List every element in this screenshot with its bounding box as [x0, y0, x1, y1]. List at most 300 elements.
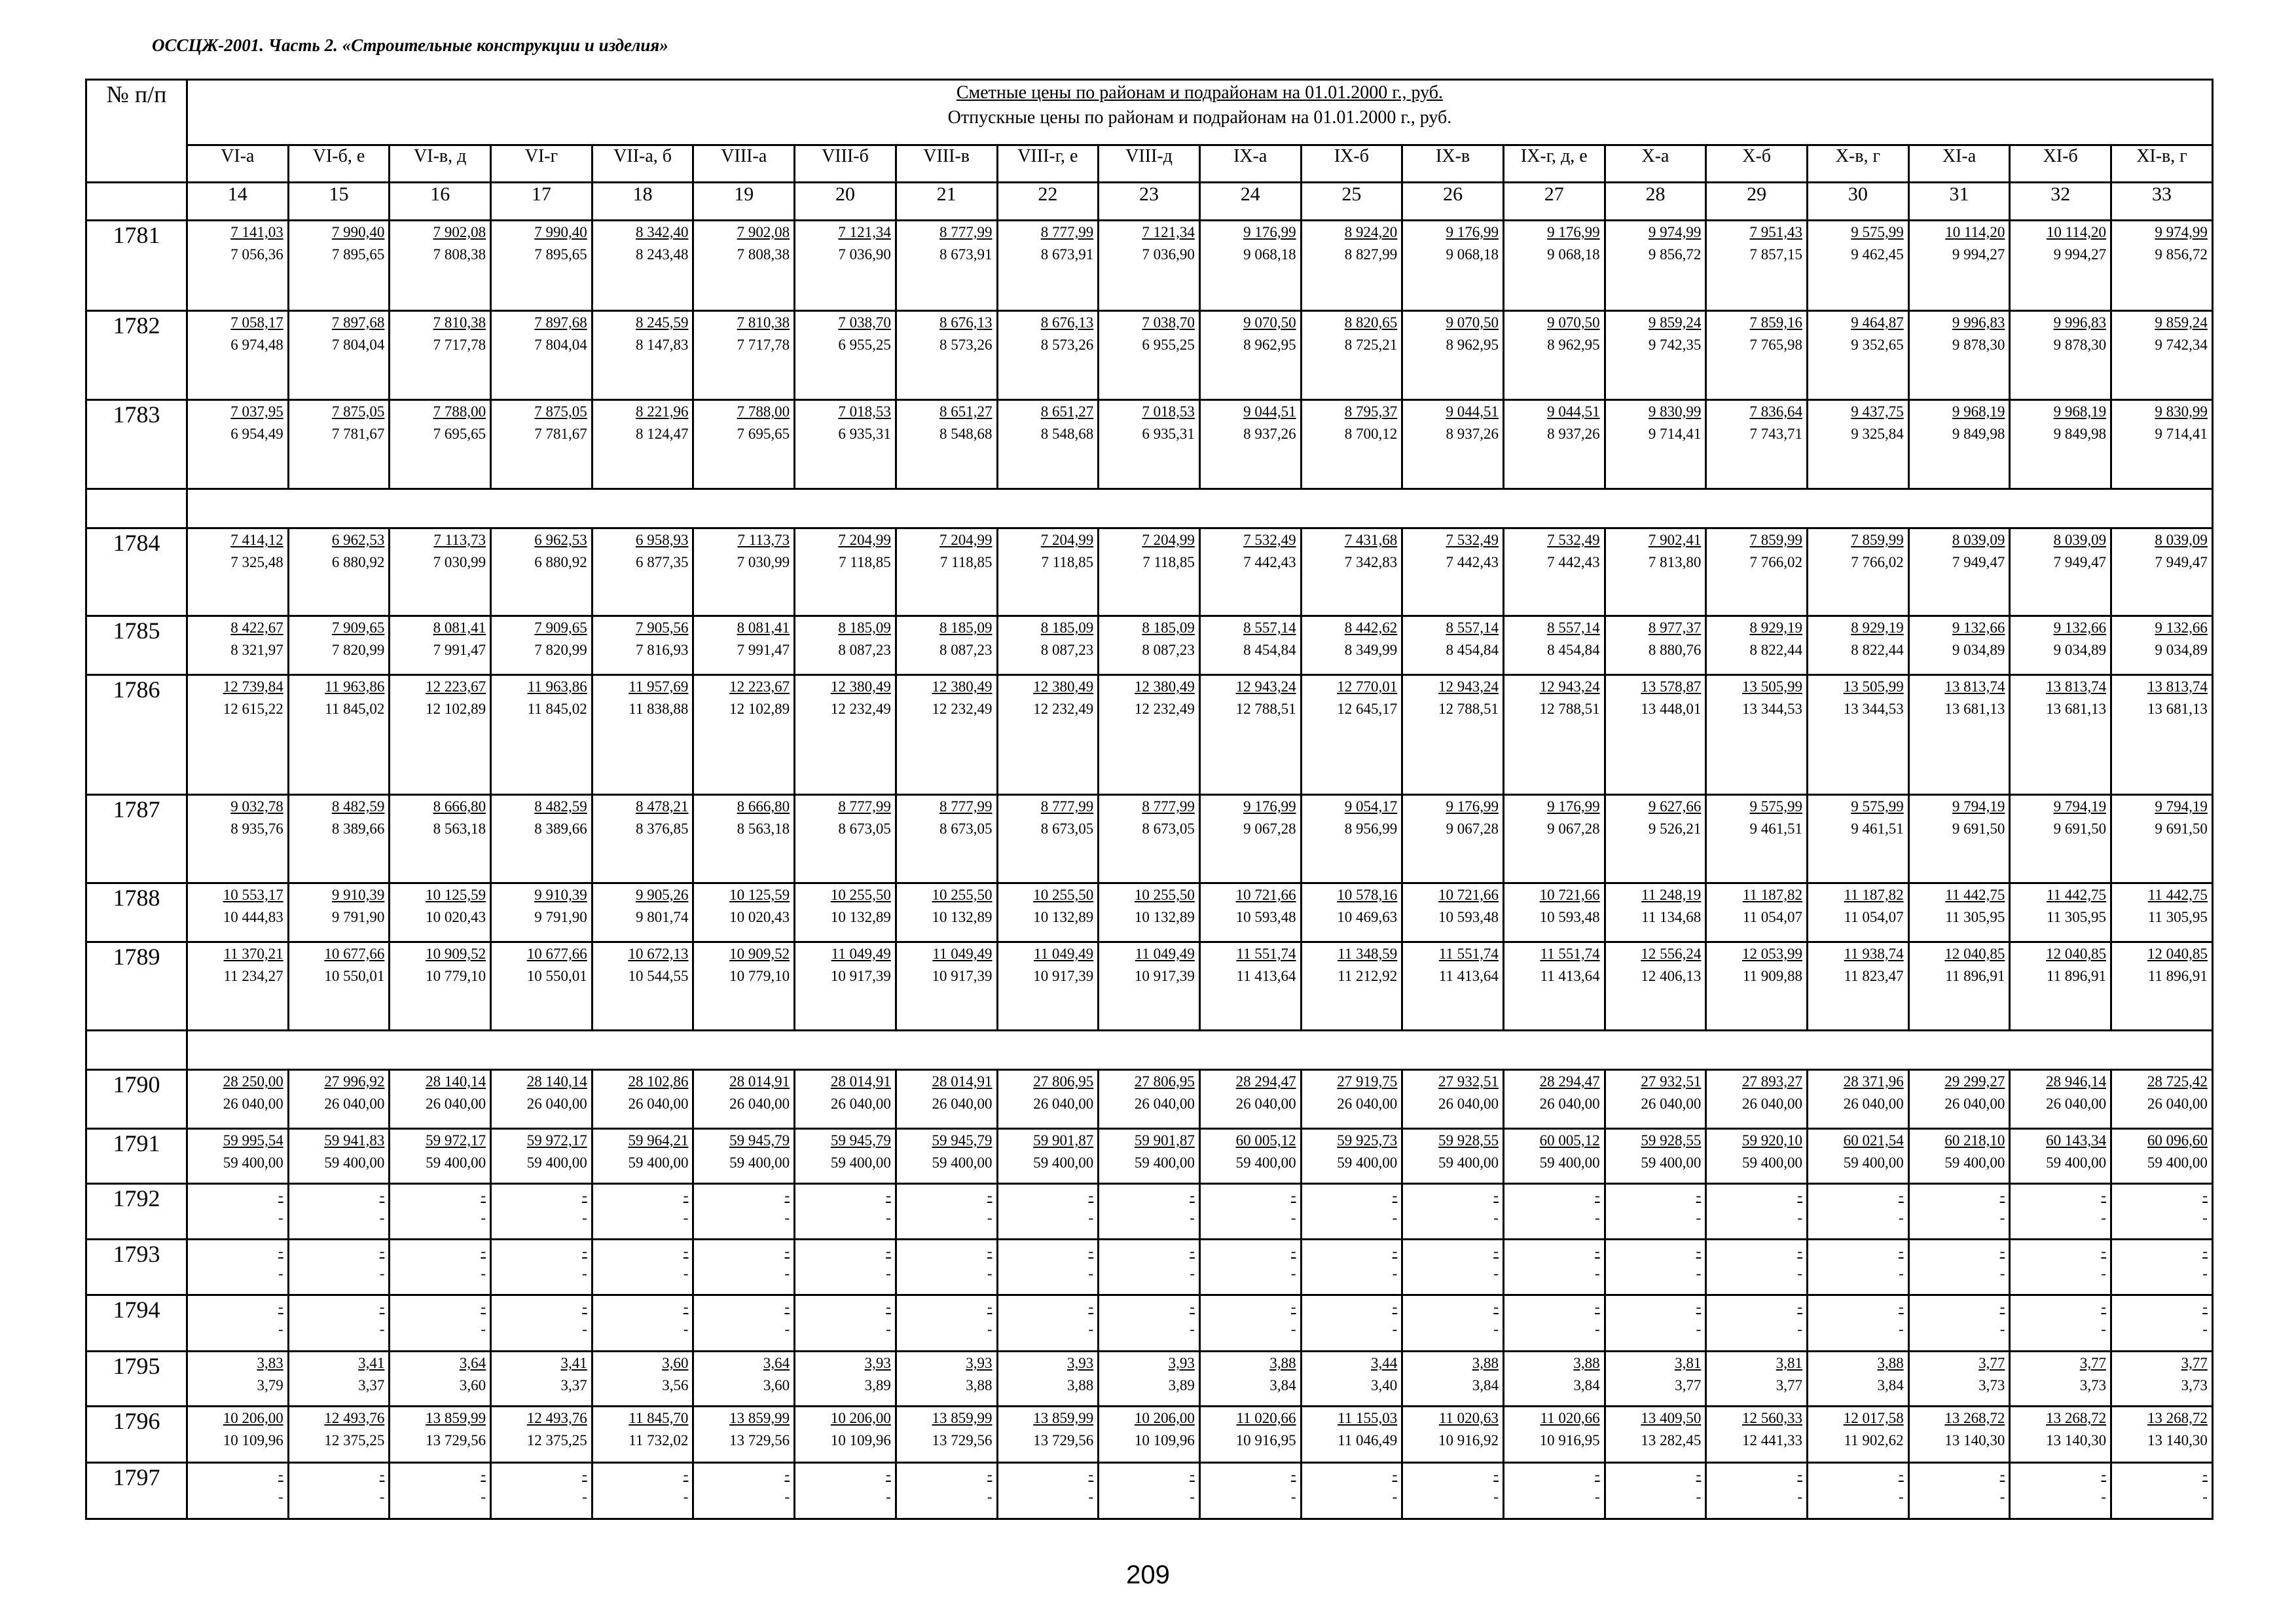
price-cell: [1301, 942, 1402, 1031]
price-cell: [1199, 942, 1301, 1031]
price-cell: [187, 1240, 289, 1295]
release-price: 59 400,00: [2147, 1154, 2208, 1171]
price-cell: [1908, 1295, 2010, 1352]
estimate-price: 27 996,92: [324, 1073, 385, 1090]
estimate-price: 59 945,79: [932, 1132, 993, 1149]
estimate-price: 7 859,99: [1851, 532, 1904, 548]
estimate-price: 10 721,66: [1438, 887, 1499, 903]
estimate-price: 9 176,99: [1446, 224, 1499, 240]
price-cell: [795, 1463, 896, 1519]
release-price: 59 400,00: [1235, 1154, 1296, 1171]
release-price: 10 916,95: [1235, 1432, 1296, 1449]
release-price: -: [1696, 1265, 1702, 1282]
price-cell: [896, 675, 997, 795]
column-number: 27: [1503, 183, 1605, 221]
price-cell: [1099, 221, 1200, 311]
release-price: -: [2202, 1321, 2208, 1337]
release-price: 7 118,85: [1041, 554, 1094, 570]
price-cell: [1301, 795, 1402, 883]
release-price: 9 801,74: [635, 909, 689, 925]
estimate-price: 11 049,49: [932, 946, 993, 962]
price-cell: [1706, 942, 1808, 1031]
release-price: 59 400,00: [426, 1154, 486, 1171]
estimate-price: -: [2101, 1299, 2107, 1315]
estimate-price: -: [481, 1299, 486, 1315]
release-price: 26 040,00: [1539, 1096, 1600, 1112]
release-price: -: [1899, 1321, 1904, 1337]
estimate-price: 28 725,42: [2147, 1073, 2208, 1090]
estimate-price: 60 005,12: [1235, 1132, 1296, 1149]
estimate-price: 7 897,68: [534, 314, 587, 331]
release-price: 7 808,38: [737, 246, 790, 263]
estimate-price: 8 777,99: [939, 224, 993, 240]
estimate-price: 3,81: [1776, 1355, 1802, 1371]
estimate-price: 9 830,99: [2155, 403, 2208, 420]
price-cell: [1099, 616, 1200, 675]
release-price: 7 991,47: [433, 642, 486, 658]
price-cell: [795, 1240, 896, 1295]
estimate-price: 3,88: [1573, 1355, 1600, 1371]
release-price: 3,89: [1168, 1377, 1195, 1393]
estimate-price: 9 575,99: [1851, 798, 1904, 815]
release-price: 59 400,00: [324, 1154, 385, 1171]
release-price: 59 400,00: [223, 1154, 283, 1171]
price-cell: [1503, 1463, 1605, 1519]
estimate-price: 8 245,59: [635, 314, 689, 331]
release-price: -: [886, 1209, 891, 1226]
price-cell: [187, 311, 289, 400]
estimate-price: 27 806,95: [1134, 1073, 1195, 1090]
release-price: 7 895,65: [331, 246, 385, 263]
price-cell: [1402, 1070, 1504, 1129]
title-line-estimate: Сметные цены по районам и подрайонам на 01.01.2000 г., руб.: [956, 83, 1444, 103]
estimate-price: -: [1088, 1466, 1094, 1483]
price-cell: [592, 883, 693, 942]
price-cell: [288, 675, 390, 795]
release-price: 12 406,13: [1641, 968, 1702, 984]
price-cell: [1503, 795, 1605, 883]
price-cell: [795, 400, 896, 489]
release-price: -: [987, 1321, 993, 1337]
release-price: 59 400,00: [2046, 1154, 2107, 1171]
release-price: -: [582, 1488, 587, 1505]
release-price: -: [481, 1321, 486, 1337]
estimate-price: 12 943,24: [1539, 678, 1600, 695]
release-price: 10 020,43: [426, 909, 486, 925]
release-price: 8 376,85: [635, 821, 689, 837]
price-cell: [1301, 883, 1402, 942]
release-price: 7 949,47: [2155, 554, 2208, 570]
price-cell: [1808, 311, 1909, 400]
estimate-price: -: [1999, 1187, 2005, 1204]
release-price: 59 400,00: [1438, 1154, 1499, 1171]
estimate-price: 12 380,49: [1033, 678, 1094, 695]
release-price: 9 526,21: [1648, 821, 1702, 837]
release-price: 26 040,00: [1843, 1096, 1904, 1112]
estimate-price: -: [1493, 1299, 1499, 1315]
price-cell: [1808, 1129, 1909, 1184]
price-cell: [2010, 1463, 2111, 1519]
price-cell: [1908, 1129, 2010, 1184]
release-price: 7 717,78: [737, 337, 790, 353]
price-cell: [1706, 675, 1808, 795]
estimate-price: 7 909,65: [534, 619, 587, 636]
release-price: -: [1899, 1488, 1904, 1505]
price-cell: [1503, 1295, 1605, 1352]
estimate-price: 59 920,10: [1742, 1132, 1802, 1149]
price-cell: [1605, 221, 1706, 311]
estimate-price: -: [1696, 1299, 1702, 1315]
estimate-price: 8 676,13: [1040, 314, 1094, 331]
release-price: 8 454,84: [1547, 642, 1600, 658]
price-cell: [2010, 1184, 2111, 1240]
price-cell: [1402, 795, 1504, 883]
estimate-price: 59 928,55: [1438, 1132, 1499, 1149]
separator-cell: [187, 489, 2213, 528]
estimate-price: 9 575,99: [1851, 224, 1904, 240]
estimate-price: 8 929,19: [1851, 619, 1904, 636]
price-cell: [2010, 528, 2111, 616]
estimate-price: 11 442,75: [1945, 887, 2005, 903]
release-price: 9 034,89: [2053, 642, 2107, 658]
estimate-price: 8 777,99: [1142, 798, 1195, 815]
table-row: [86, 1240, 2213, 1295]
district-header: X-в, г: [1808, 145, 1909, 183]
price-cell: [693, 675, 795, 795]
estimate-price: 8 185,09: [1142, 619, 1195, 636]
estimate-price: -: [278, 1466, 283, 1483]
estimate-price: -: [2101, 1187, 2107, 1204]
column-number: 20: [795, 183, 896, 221]
release-price: -: [1493, 1209, 1499, 1226]
estimate-price: 11 963,86: [325, 678, 385, 695]
release-price: -: [481, 1209, 486, 1226]
estimate-price: 10 114,20: [1945, 224, 2005, 240]
price-cell: [1099, 1463, 1200, 1519]
price-table: [85, 79, 2214, 1520]
estimate-price: 3,64: [459, 1355, 486, 1371]
release-price: 7 717,78: [433, 337, 486, 353]
estimate-price: 9 132,66: [1952, 619, 2005, 636]
estimate-price: 8 777,99: [939, 798, 993, 815]
price-cell: [1301, 1240, 1402, 1295]
price-cell: [2111, 1407, 2213, 1463]
release-price: 12 102,89: [426, 701, 486, 717]
estimate-price: 8 777,99: [1040, 798, 1094, 815]
column-number: 26: [1402, 183, 1504, 221]
estimate-price: 8 039,09: [2053, 532, 2107, 548]
release-price: -: [1999, 1209, 2005, 1226]
estimate-price: -: [481, 1187, 486, 1204]
estimate-price: -: [1493, 1243, 1499, 1259]
estimate-price: 8 185,09: [939, 619, 993, 636]
estimate-price: 9 132,66: [2155, 619, 2208, 636]
price-cell: [1099, 1240, 1200, 1295]
release-price: 59 400,00: [1944, 1154, 2005, 1171]
price-cell: [1503, 1184, 1605, 1240]
estimate-price: 9 044,51: [1547, 403, 1600, 420]
price-cell: [491, 1184, 592, 1240]
release-price: -: [582, 1265, 587, 1282]
estimate-price: 13 859,99: [932, 1410, 993, 1426]
estimate-price: 59 972,17: [426, 1132, 486, 1149]
release-price: 26 040,00: [830, 1096, 891, 1112]
estimate-price: 11 370,21: [223, 946, 283, 962]
estimate-price: -: [582, 1299, 587, 1315]
price-cell: [491, 1295, 592, 1352]
estimate-price: -: [886, 1299, 891, 1315]
price-cell: [896, 400, 997, 489]
price-cell: [693, 795, 795, 883]
release-price: -: [2202, 1488, 2208, 1505]
price-cell: [997, 1463, 1099, 1519]
price-cell: [693, 1129, 795, 1184]
release-price: -: [1797, 1321, 1802, 1337]
price-cell: [187, 400, 289, 489]
estimate-price: 12 560,33: [1742, 1410, 1802, 1426]
price-cell: [1199, 528, 1301, 616]
estimate-price: 11 049,49: [831, 946, 891, 962]
estimate-price: 11 020,63: [1438, 1410, 1499, 1426]
price-cell: [795, 675, 896, 795]
row-number: 1788: [86, 883, 187, 942]
release-price: -: [2101, 1209, 2107, 1226]
release-price: -: [1493, 1488, 1499, 1505]
price-cell: [1402, 1129, 1504, 1184]
price-cell: [795, 1352, 896, 1407]
price-cell: [1908, 942, 2010, 1031]
estimate-price: 59 941,83: [324, 1132, 385, 1149]
price-cell: [1503, 883, 1605, 942]
release-price: 10 444,83: [223, 909, 283, 925]
estimate-price: 8 777,99: [838, 798, 891, 815]
row-number: 1783: [86, 400, 187, 489]
release-price: 11 413,64: [1236, 968, 1296, 984]
release-price: 13 140,30: [1944, 1432, 2005, 1449]
price-cell: [390, 400, 491, 489]
price-cell: [288, 1129, 390, 1184]
release-price: 11 896,91: [2147, 968, 2208, 984]
price-cell: [1706, 400, 1808, 489]
estimate-price: 28 014,91: [830, 1073, 891, 1090]
release-price: 9 068,18: [1446, 246, 1499, 263]
release-price: 26 040,00: [1134, 1096, 1195, 1112]
estimate-price: 7 121,34: [838, 224, 891, 240]
estimate-price: 13 505,99: [1843, 678, 1904, 695]
price-cell: [795, 1407, 896, 1463]
release-price: 10 593,48: [1539, 909, 1600, 925]
release-price: 8 389,66: [534, 821, 587, 837]
release-price: 3,88: [966, 1377, 993, 1393]
price-cell: [1301, 400, 1402, 489]
estimate-price: 11 049,49: [1135, 946, 1195, 962]
release-price: 10 593,48: [1235, 909, 1296, 925]
estimate-price: 13 813,74: [2147, 678, 2208, 695]
release-price: -: [1290, 1209, 1296, 1226]
estimate-price: 13 505,99: [1742, 678, 1802, 695]
price-cell: [491, 400, 592, 489]
price-cell: [997, 400, 1099, 489]
release-price: 7 804,04: [534, 337, 587, 353]
release-price: -: [1392, 1488, 1398, 1505]
district-header: XI-б: [2010, 145, 2111, 183]
price-cell: [1402, 1184, 1504, 1240]
price-cell: [1808, 221, 1909, 311]
release-price: 10 593,48: [1438, 909, 1499, 925]
price-cell: [1503, 1070, 1605, 1129]
release-price: 9 791,90: [534, 909, 587, 925]
estimate-price: -: [2202, 1466, 2208, 1483]
release-price: -: [1899, 1265, 1904, 1282]
estimate-price: -: [784, 1187, 790, 1204]
release-price: 8 962,95: [1547, 337, 1600, 353]
estimate-price: -: [683, 1466, 689, 1483]
release-price: -: [1088, 1209, 1094, 1226]
estimate-price: 7 204,99: [1142, 532, 1195, 548]
release-price: 13 448,01: [1641, 701, 1702, 717]
estimate-price: 7 058,17: [230, 314, 283, 331]
estimate-price: 12 943,24: [1438, 678, 1499, 695]
price-cell: [1706, 1184, 1808, 1240]
price-cell: [896, 616, 997, 675]
price-cell: [1099, 795, 1200, 883]
release-price: 9 067,28: [1547, 821, 1600, 837]
release-price: 6 955,25: [838, 337, 891, 353]
estimate-price: -: [1696, 1466, 1702, 1483]
estimate-price: 8 924,20: [1344, 224, 1398, 240]
release-price: -: [1392, 1209, 1398, 1226]
price-cell: [288, 616, 390, 675]
estimate-price: 28 140,14: [526, 1073, 587, 1090]
release-price: 8 962,95: [1243, 337, 1296, 353]
release-price: 26 040,00: [2147, 1096, 2208, 1112]
price-cell: [592, 1352, 693, 1407]
estimate-price: -: [784, 1243, 790, 1259]
column-number: 33: [2111, 183, 2213, 221]
release-price: 10 544,55: [628, 968, 689, 984]
release-price: 6 880,92: [534, 554, 587, 570]
estimate-price: 3,88: [1877, 1355, 1904, 1371]
estimate-price: 11 348,59: [1338, 946, 1398, 962]
price-cell: [1199, 221, 1301, 311]
estimate-price: 7 902,08: [433, 224, 486, 240]
release-price: 59 400,00: [932, 1154, 993, 1171]
price-cell: [1099, 1407, 1200, 1463]
price-cell: [693, 1240, 795, 1295]
estimate-price: -: [784, 1466, 790, 1483]
release-price: 8 454,84: [1446, 642, 1499, 658]
price-cell: [1099, 883, 1200, 942]
estimate-price: -: [1594, 1187, 1600, 1204]
price-cell: [997, 1295, 1099, 1352]
release-price: 10 132,89: [830, 909, 891, 925]
price-cell: [2111, 1129, 2213, 1184]
release-price: 8 673,05: [1040, 821, 1094, 837]
price-cell: [1503, 221, 1605, 311]
release-price: 13 681,13: [2147, 701, 2208, 717]
estimate-price: 9 176,99: [1547, 798, 1600, 815]
estimate-price: 60 143,34: [2046, 1132, 2107, 1149]
release-price: -: [1797, 1488, 1802, 1505]
release-price: 9 034,89: [1952, 642, 2005, 658]
release-price: 8 563,18: [737, 821, 790, 837]
table-row: [86, 311, 2213, 400]
price-cell: [390, 1184, 491, 1240]
price-cell: [896, 1407, 997, 1463]
page-header: ОССЦЖ-2001. Часть 2. «Строительные конструкции и изделия»: [152, 35, 668, 55]
price-cell: [187, 883, 289, 942]
table-row: [86, 795, 2213, 883]
price-cell: [795, 1184, 896, 1240]
release-price: -: [2101, 1488, 2107, 1505]
price-cell: [288, 1352, 390, 1407]
release-price: 11 896,91: [2046, 968, 2107, 984]
estimate-price: 28 946,14: [2046, 1073, 2107, 1090]
price-cell: [187, 1407, 289, 1463]
price-cell: [1199, 675, 1301, 795]
price-cell: [1402, 1352, 1504, 1407]
estimate-price: 8 929,19: [1749, 619, 1802, 636]
estimate-price: 13 409,50: [1641, 1410, 1702, 1426]
release-price: 7 781,67: [534, 426, 587, 442]
estimate-price: -: [2101, 1243, 2107, 1259]
price-cell: [795, 1129, 896, 1184]
estimate-price: 8 977,37: [1648, 619, 1702, 636]
release-price: 8 673,05: [838, 821, 891, 837]
row-number: 1789: [86, 942, 187, 1031]
estimate-price: 8 221,96: [635, 403, 689, 420]
release-price: 7 118,85: [939, 554, 993, 570]
release-price: 59 400,00: [1742, 1154, 1802, 1171]
district-header: X-а: [1605, 145, 1706, 183]
estimate-price: -: [1797, 1299, 1802, 1315]
price-cell: [896, 1240, 997, 1295]
district-header: IX-г, д, е: [1503, 145, 1605, 183]
estimate-price: 59 928,55: [1641, 1132, 1702, 1149]
estimate-price: 9 575,99: [1749, 798, 1802, 815]
price-cell: [693, 311, 795, 400]
estimate-price: 10 255,50: [1134, 887, 1195, 903]
release-price: 3,77: [1776, 1377, 1802, 1393]
release-price: 3,73: [2181, 1377, 2208, 1393]
release-price: -: [1088, 1321, 1094, 1337]
estimate-price: 7 859,16: [1749, 314, 1802, 331]
price-cell: [1908, 1240, 2010, 1295]
estimate-price: 27 893,27: [1742, 1073, 1802, 1090]
price-cell: [693, 1295, 795, 1352]
table-row: [86, 675, 2213, 795]
row-number: 1786: [86, 675, 187, 795]
estimate-price: -: [1797, 1466, 1802, 1483]
estimate-price: 12 223,67: [729, 678, 790, 695]
release-price: 12 102,89: [729, 701, 790, 717]
estimate-price: 9 176,99: [1243, 224, 1296, 240]
price-cell: [1808, 942, 1909, 1031]
price-cell: [2010, 795, 2111, 883]
estimate-price: 10 909,52: [729, 946, 790, 962]
price-cell: [1605, 528, 1706, 616]
estimate-price: 10 677,66: [324, 946, 385, 962]
estimate-price: 12 380,49: [932, 678, 993, 695]
price-cell: [592, 1184, 693, 1240]
price-cell: [1301, 1184, 1402, 1240]
price-cell: [1605, 400, 1706, 489]
estimate-price: -: [2202, 1243, 2208, 1259]
price-cell: [1808, 1463, 1909, 1519]
estimate-price: 12 556,24: [1641, 946, 1702, 962]
price-cell: [491, 311, 592, 400]
price-cell: [2010, 942, 2111, 1031]
